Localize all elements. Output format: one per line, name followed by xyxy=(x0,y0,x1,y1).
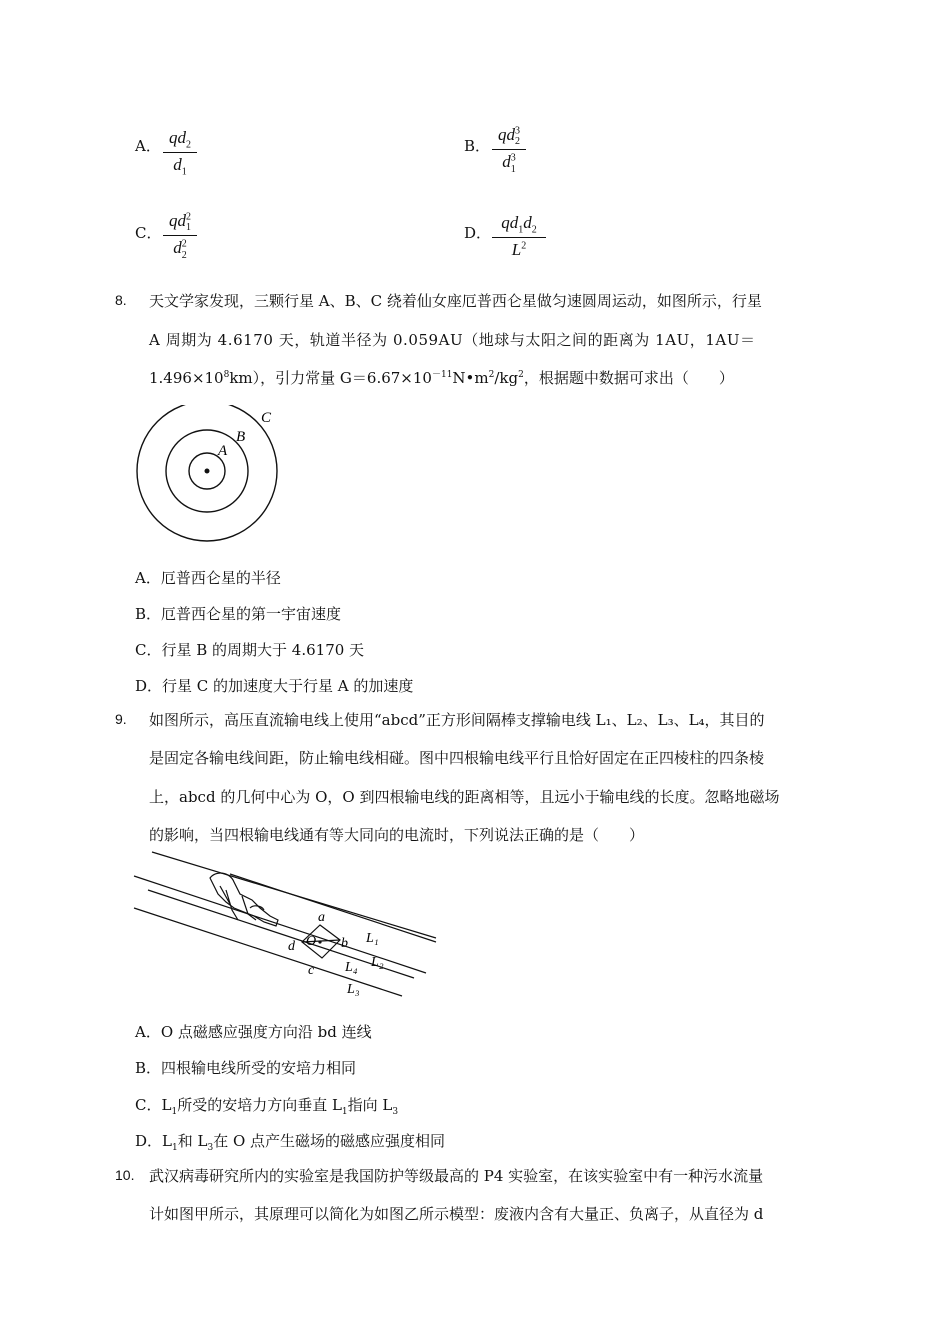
question-number: 8. xyxy=(115,292,127,308)
power-line-diagram xyxy=(130,850,440,1000)
fraction: $\frac{qd^2_1}{d^2_2}$ xyxy=(163,211,197,261)
label-l2: L₂ xyxy=(371,955,384,970)
question-text: A 周期为 4.6170 天，轨道半径为 0.059AU（地球与太阳之间的距离为 1AU，1AU＝ xyxy=(149,331,756,349)
question-text: 天文学家发现，三颗行星 A、B、C 绕着仙女座厄普西仑星做匀速圆周运动，如图所示，行星 xyxy=(149,292,762,310)
center-point xyxy=(318,940,321,943)
choice-c[interactable]: C．$L_1$所受的安培力方向垂直 $L_1$指向 $L_3$ xyxy=(135,1096,399,1117)
question-text: $1.496\times 10^8km$），引力常量 $G=6.67\times 10^{-11}N•m^2/kg^2$，根据题中数据可求出（ ） xyxy=(149,369,734,387)
label-b: B xyxy=(236,429,246,445)
choice-b[interactable]: B．四根输电线所受的安培力相同 xyxy=(135,1059,357,1077)
question-text: 计如图甲所示，其原理可以简化为如图乙所示模型：废液内含有大量正、负离子，从直径为 d xyxy=(149,1205,764,1223)
option-label: D． xyxy=(464,224,492,242)
label-a: a xyxy=(318,910,325,925)
fraction: $\frac{qd_2}{d_1}$ xyxy=(163,128,197,178)
question-text: 的影响，当四根输电线通有等大同向的电流时，下列说法正确的是（ ） xyxy=(149,826,645,844)
label-l3: L₃ xyxy=(347,982,360,997)
label-a: A xyxy=(218,443,228,459)
option-label: A． xyxy=(135,137,161,155)
fraction: $\frac{qd_1d_2}{L^2}$ xyxy=(492,213,546,260)
label-d: d xyxy=(288,939,295,954)
central-star xyxy=(205,469,210,474)
label-c: C xyxy=(261,410,272,426)
label-l1: L₁ xyxy=(366,931,379,946)
choice-a[interactable]: A．厄普西仑星的半径 xyxy=(135,569,281,587)
fraction: $\frac{qd^3_2}{d^3_1}$ xyxy=(492,125,526,175)
question-number: 9. xyxy=(115,711,127,727)
choice-d[interactable]: D．行星 C 的加速度大于行星 A 的加速度 xyxy=(135,677,414,695)
option-label: B． xyxy=(464,137,491,155)
choice-c[interactable]: C．行星 B 的周期大于 4.6170 天 xyxy=(135,641,365,659)
question-number: 10. xyxy=(115,1167,135,1183)
choice-b[interactable]: B．厄普西仑星的第一宇宙速度 xyxy=(135,605,342,623)
label-l4: L₄ xyxy=(345,960,358,975)
label-b: b xyxy=(341,936,348,951)
choice-a[interactable]: A．O 点磁感应强度方向沿 bd 连线 xyxy=(135,1023,372,1041)
orbit-diagram xyxy=(125,405,290,545)
question-text: 是固定各输电线间距，防止输电线相碰。图中四根输电线平行且恰好固定在正四棱柱的四条棱 xyxy=(149,749,765,767)
label-c: c xyxy=(308,963,315,978)
worker-figure xyxy=(210,873,278,926)
question-text: 上，abcd 的几何中心为 O，O 到四根输电线的距离相等，且远小于输电线的长度。忽略地磁场 xyxy=(149,788,780,806)
label-o: O xyxy=(306,934,317,949)
question-text: 武汉病毒研究所内的实验室是我国防护等级最高的 P4 实验室，在该实验室中有一种污水流量 xyxy=(149,1167,764,1185)
option-label: C． xyxy=(135,224,162,242)
choice-d[interactable]: D．$L_1$和 $L_3$在 O 点产生磁场的磁感应强度相同 xyxy=(135,1132,446,1153)
question-text: 如图所示，高压直流输电线上使用“abcd”正方形间隔棒支撑输电线 L₁、L₂、L₃、L₄，其目的 xyxy=(149,711,765,729)
